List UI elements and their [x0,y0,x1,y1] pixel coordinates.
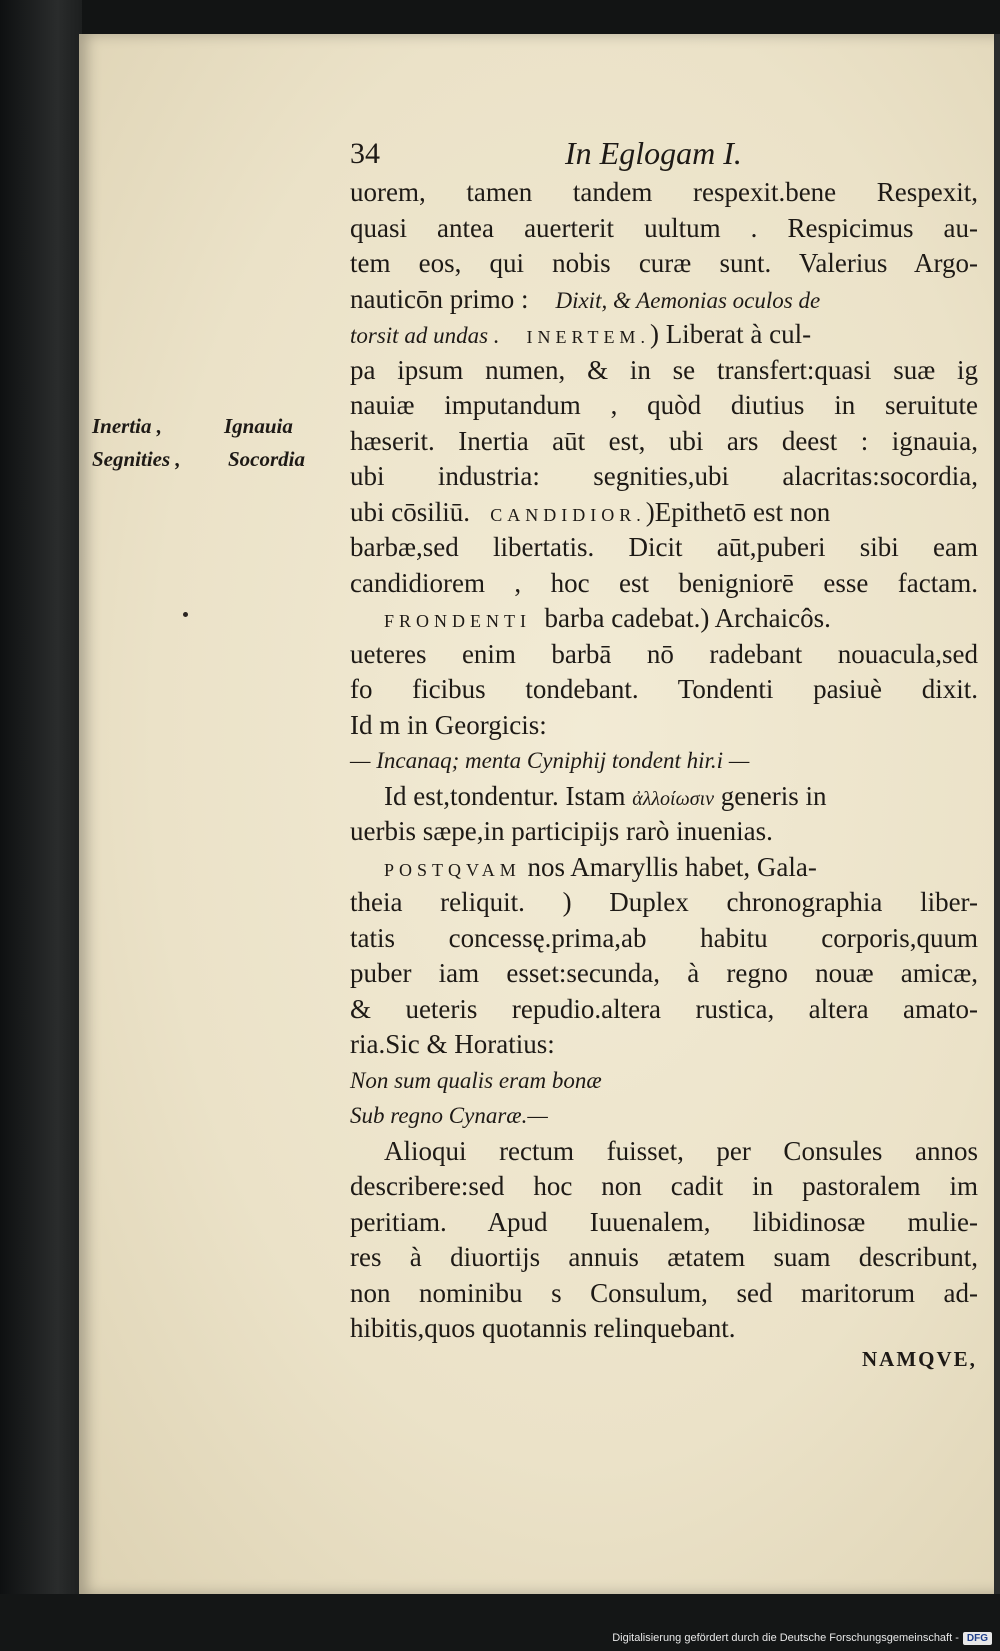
margin-note-inertia: Inertia , [92,414,163,438]
text-line: nauiæ imputandum , quòd diutius in seruitute [350,390,978,420]
verse-quotation: — Incanaq; menta Cyniphij tondent hir.i — [350,748,750,773]
scan-right-edge [994,34,1000,1594]
text-line: tatis concessę.prima,ab habitu corporis,quum [350,922,978,953]
scan-top-border [0,0,1000,34]
text-line: peritiam. Apud Iuuenalem, libidinosæ mulie- [350,1206,978,1237]
text-fragment: barba cadebat.) Archaicôs. [544,603,831,633]
text-fragment: ubi cōsiliū. [350,496,470,527]
catchword: NAMQVE, [862,1347,977,1371]
text-fragment: )Epithetō est non [645,496,831,527]
margin-note-segnities: Segnities , [92,447,181,471]
lemma: CANDIDIOR. [490,504,646,525]
quotation: Dixit, & Aemonias oculos de [555,287,821,313]
text-line: fo ficibus tondebant. Tondenti pasiuè dixit. [350,674,978,704]
text-fragment: nos Amaryllis habet, Gala- [527,851,817,882]
verse-quotation: Sub regno Cynaræ.— [350,1103,548,1128]
digitization-credit [612,1627,992,1649]
greek-word: ἀλλοίωσιν [632,787,715,810]
text-block [350,175,978,1347]
text-line: describere:sed hoc non cadit in pastoralem im [350,1171,978,1201]
text-line: tem eos, qui nobis curæ sunt. Valerius Argo- [350,248,978,278]
scan-left-border [0,0,82,1651]
running-title: In Eglogam I. [565,135,742,171]
text-line: non nominibu s Consulum, sed maritorum ad- [350,1277,978,1308]
verse-quotation: Non sum qualis eram bonæ [350,1067,602,1093]
text-fragment: generis in [720,780,827,811]
text-line: res à diuortijs annuis ætatem suam describunt, [350,1242,978,1272]
text-line: pa ipsum numen, & in se transfert:quasi suæ ig [350,354,978,385]
text-line [350,282,978,318]
text-line: & ueteris repudio.altera rustica, altera amato- [350,993,978,1024]
text-line: theia reliquit. ) Duplex chronographia liber- [350,887,978,917]
ink-speck [183,612,188,617]
text-line [350,317,978,353]
lemma: INERTEM. [526,327,650,347]
text-line: ubi industria: segnities,ubi alacritas:socordia, [350,461,978,491]
text-line: candidiorem , hoc est benigniorē esse factam. [350,567,978,598]
credit-text: Digitalisierung gefördert durch die Deutsche Forschungsgemeinschaft - [612,1632,959,1644]
text-line [350,779,978,815]
text-line: ria.Sic & Horatius: [350,1029,555,1059]
margin-note-ignauia: Ignauia [224,414,293,438]
text-line: uorem, tamen tandem respexit.bene Respexit, [350,177,978,207]
dfg-logo: DFG [963,1632,992,1645]
text-line: ueteres enim barbā nō radebant nouacula,sed [350,638,978,669]
text-line: Id m in Georgicis: [350,709,547,740]
margin-note-socordia: Socordia [228,447,306,471]
text-fragment: nauticōn primo : [350,283,529,314]
text-line: puber iam esset:secunda, à regno nouæ amicæ, [350,958,978,988]
text-line: barbæ,sed libertatis. Dicit aūt,puberi sibi eam [350,532,978,562]
lemma: POSTQVAM [384,859,521,880]
text-fragment: Id est,tondentur. Istam [384,780,626,811]
text-line: quasi antea auerterit uultum . Respicimus au- [350,212,978,243]
page-number: 34 [350,137,380,170]
text-line: uerbis sæpe,in participijs rarò inuenias. [350,816,773,846]
text-line: hæserit. Inertia aūt est, ubi ars deest : ignauia, [350,425,978,456]
quotation: torsit ad undas . [350,323,500,348]
text-line [350,601,978,637]
text-fragment: ) Liberat à cul- [649,319,812,349]
text-line [350,850,978,886]
running-head [350,137,970,177]
text-line: hibitis,quos quotannis relinquebant. [350,1313,736,1343]
text-line [350,495,978,531]
lemma: FRONDENTI [384,611,531,631]
text-line: Alioqui rectum fuisset, per Consules annos [384,1135,978,1166]
